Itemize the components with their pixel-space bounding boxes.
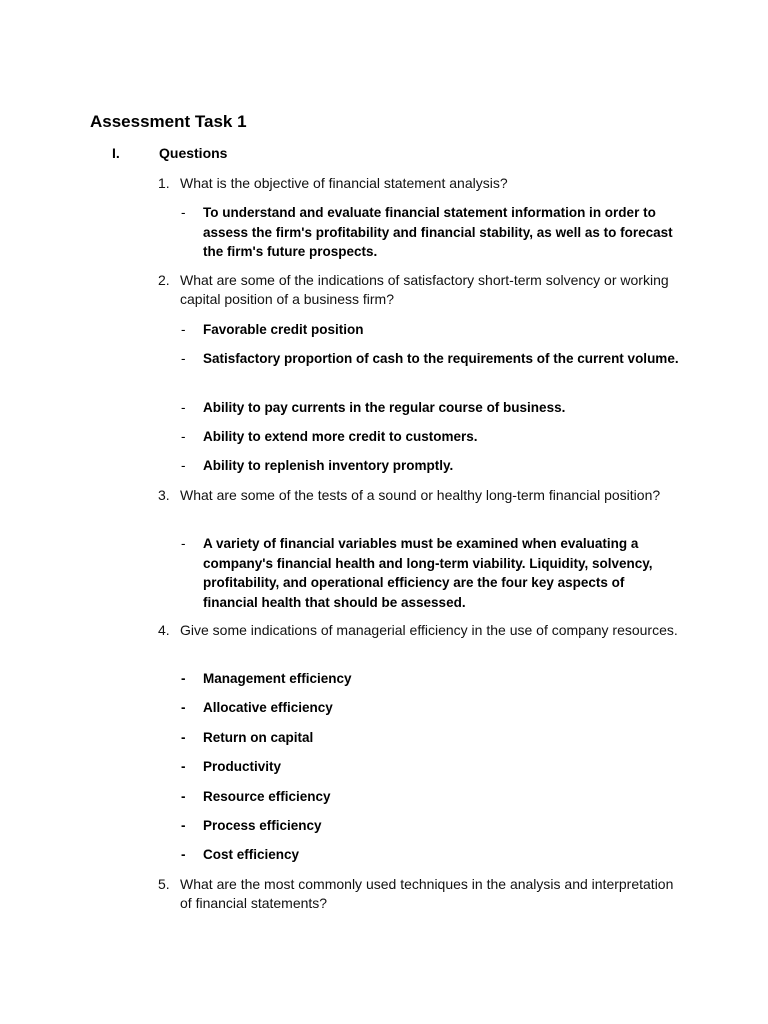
- question-number: 1.: [158, 175, 170, 191]
- answer-item: [181, 349, 681, 369]
- bullet-dash: -: [181, 759, 186, 774]
- answer-item: [181, 320, 681, 340]
- answer-text: Ability to replenish inventory promptly.: [203, 458, 454, 473]
- question-1: [158, 174, 678, 193]
- answer-item: [181, 669, 681, 689]
- bullet-dash: -: [181, 351, 186, 366]
- question-text: What are the most commonly used techniques in the analysis and interpretation of financial statements?: [180, 876, 674, 911]
- answer-item: [181, 534, 681, 612]
- answer-text: Ability to pay currents in the regular course of business.: [203, 400, 566, 415]
- bullet-dash: -: [181, 429, 186, 444]
- page-title: Assessment Task 1: [90, 112, 247, 131]
- section-heading: Questions: [159, 145, 228, 161]
- bullet-dash: -: [181, 847, 186, 862]
- answer-text: To understand and evaluate financial statement information in order to assess the firm's profitability and financial stability, as well as to forecast the firm's future prospects.: [203, 205, 673, 259]
- answer-text: Satisfactory proportion of cash to the requirements of the current volume.: [203, 351, 679, 366]
- bullet-dash: -: [181, 671, 186, 686]
- answer-item: [181, 427, 681, 447]
- answer-text: Favorable credit position: [203, 322, 364, 337]
- answer-item: [181, 787, 681, 807]
- answer-text: Management efficiency: [203, 671, 352, 686]
- answer-item: [181, 816, 681, 836]
- question-text: What are some of the indications of satisfactory short-term solvency or working capital position of a business firm?: [180, 272, 669, 307]
- question-number: 3.: [158, 487, 170, 503]
- answer-item: [181, 398, 681, 418]
- bullet-dash: -: [181, 322, 186, 337]
- answer-text: Cost efficiency: [203, 847, 300, 862]
- bullet-dash: -: [181, 458, 186, 473]
- answer-item: [181, 757, 681, 777]
- question-text: What is the objective of financial statement analysis?: [180, 175, 508, 191]
- answer-text: Return on capital: [203, 730, 314, 745]
- answer-text: Allocative efficiency: [203, 700, 333, 715]
- bullet-dash: -: [181, 536, 186, 551]
- answer-item: [181, 203, 681, 262]
- question-text: What are some of the tests of a sound or healthy long-term financial position?: [180, 487, 661, 503]
- question-3: [158, 486, 678, 505]
- bullet-dash: -: [181, 818, 186, 833]
- question-number: 2.: [158, 272, 170, 288]
- question-5: [158, 875, 678, 913]
- bullet-dash: -: [181, 789, 186, 804]
- answer-text: Resource efficiency: [203, 789, 331, 804]
- question-number: 5.: [158, 876, 170, 892]
- section-numeral: I.: [112, 145, 120, 161]
- answer-item: [181, 845, 681, 865]
- answer-item: [181, 698, 681, 718]
- question-text: Give some indications of managerial efficiency in the use of company resources.: [180, 622, 678, 638]
- answer-item: [181, 456, 681, 476]
- answer-text: A variety of financial variables must be examined when evaluating a company's financial health and long-term viability. Liquidity, solvency, profitability, and operational efficiency are the four key aspects of financial health that should be assessed.: [203, 536, 653, 610]
- bullet-dash: -: [181, 205, 186, 220]
- answer-text: Process efficiency: [203, 818, 322, 833]
- bullet-dash: -: [181, 700, 186, 715]
- question-2: [158, 271, 678, 309]
- question-4: [158, 621, 678, 640]
- question-number: 4.: [158, 622, 170, 638]
- bullet-dash: -: [181, 400, 186, 415]
- answer-text: Productivity: [203, 759, 282, 774]
- answer-text: Ability to extend more credit to customers.: [203, 429, 478, 444]
- answer-item: [181, 728, 681, 748]
- bullet-dash: -: [181, 730, 186, 745]
